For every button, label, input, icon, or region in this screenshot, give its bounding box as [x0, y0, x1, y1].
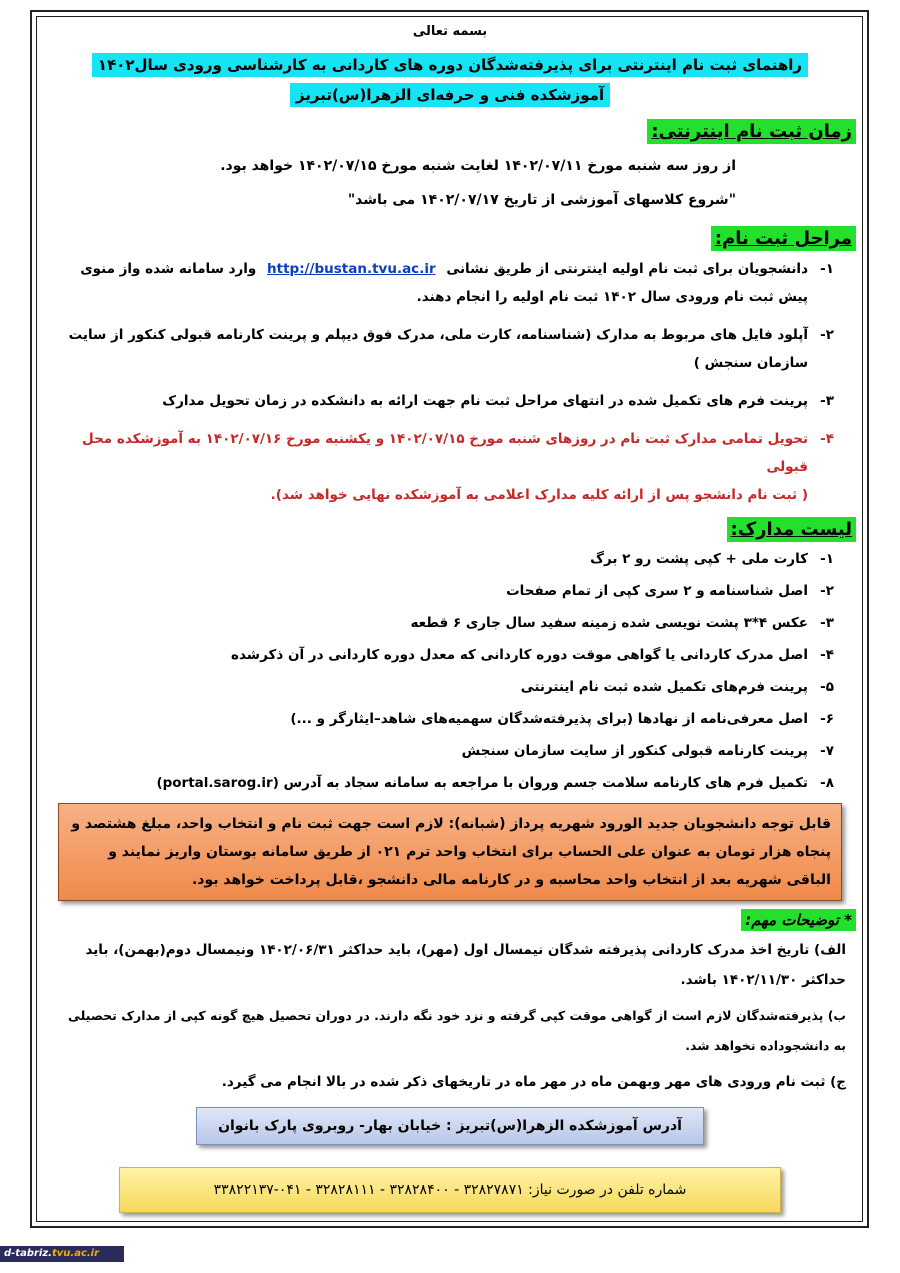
step-item — [54, 255, 834, 311]
document-text: پرینت فرم‌های تکمیل شده ثبت نام اینترنتی — [520, 679, 808, 695]
document-text: پرینت کارنامه قبولی کنکور از سایت سازمان سنجش — [461, 743, 808, 759]
note-a: الف) تاریخ اخذ مدرک کاردانی پذیرفته شدگان نیمسال اول (مهر)، باید حداکثر ۱۴۰۲/۰۶/۳۱ ونیمسال دوم(بهمن)، باید حداکثر ۱۴۰۲/۱۱/۳۰ باشد. — [85, 942, 846, 988]
document-number: ۵- — [820, 679, 834, 695]
document-page — [44, 16, 856, 1213]
step-number: ۳- — [820, 393, 834, 409]
registration-time-heading — [44, 121, 856, 142]
step-subtext: ( ثبت نام دانشجو پس از ارائه کلیه مدارک اعلامی به آموزشکده نهایی خواهد شد). — [270, 487, 808, 503]
document-number: ۲- — [820, 583, 834, 599]
step-text: دانشجویان برای ثبت نام اولیه اینترنتی از طریق نشانی — [446, 261, 808, 277]
footer-prefix: d-tabriz. — [4, 1248, 52, 1259]
document-text: تکمیل فرم های کارنامه سلامت جسم وروان با مراجعه به سامانه سجاد به آدرس (portal.sarog.ir) — [156, 775, 808, 791]
document-number: ۷- — [820, 743, 834, 759]
step-item — [54, 321, 834, 377]
document-number: ۳- — [820, 615, 834, 631]
document-text: اصل شناسنامه و ۲ سری کپی از تمام صفحات — [506, 583, 808, 599]
important-notes-heading — [44, 911, 856, 929]
document-number: ۴- — [820, 647, 834, 663]
registration-time-text: از روز سه شنبه مورخ ۱۴۰۲/۰۷/۱۱ لغایت شنبه مورخ ۱۴۰۲/۰۷/۱۵ خواهد بود. — [220, 158, 736, 174]
document-text: اصل معرفی‌نامه از نهادها (برای پذیرفته‌شدگان سهمیه‌های شاهد–ایثارگر و ...) — [290, 711, 808, 727]
document-item — [54, 770, 834, 797]
document-item — [54, 674, 834, 701]
steps-list — [44, 255, 856, 509]
step-number: ۲- — [820, 327, 834, 343]
step-number: ۱- — [820, 261, 834, 277]
document-number: ۶- — [820, 711, 834, 727]
tuition-notice-box: قابل توجه دانشجویان جدید الورود شهریه پرداز (شبانه): لازم است جهت ثبت نام و انتخاب واحد، مبلغ هشتصد و پنجاه هزار تومان به عنوان علی الحساب برای انتخاب واحد ترم ۰۲۱ از طریق سامانه بوستان واریز نمایند و الباقی شهریه بعد از انتخاب واحد محاسبه و در کارنامه مالی دانشجو ،قابل پرداخت خواهد بود. — [58, 803, 842, 901]
document-text: عکس ۴*۳ پشت نویسی شده زمینه سفید سال جاری ۶ قطعه — [410, 615, 808, 631]
steps-heading-text: مراحل ثبت نام: — [711, 226, 856, 251]
steps-heading — [44, 228, 856, 249]
registration-time-section — [44, 152, 856, 214]
documents-heading — [44, 519, 856, 540]
bustan-link[interactable]: http://bustan.tvu.ac.ir — [267, 261, 436, 277]
document-item — [54, 706, 834, 733]
document-item — [54, 578, 834, 605]
step-item — [54, 387, 834, 415]
document-number: ۸- — [820, 775, 834, 791]
documents-list — [44, 546, 856, 797]
document-title: راهنمای ثبت نام اینترنتی برای پذیرفته‌شدگان دوره های کاردانی به کارشناسی ورودی سال۱۴۰۲ — [92, 53, 808, 77]
document-number: ۱- — [820, 551, 834, 567]
classes-start-text: "شروع کلاسهای آموزشی از تاریخ ۱۴۰۲/۰۷/۱۷ می باشد" — [347, 192, 736, 208]
title-line-1-wrap — [44, 53, 856, 77]
important-notes-heading-text: * توضیحات مهم: — [741, 909, 856, 931]
document-item — [54, 546, 834, 573]
registration-time-heading-text: زمان ثبت نام اینترنتی: — [647, 119, 856, 144]
document-text: کارت ملی + کپی پشت رو ۲ برگ — [590, 551, 808, 567]
address-box: آدرس آموزشکده الزهرا(س)تبریز : خیابان بهار- روبروی پارک بانوان — [196, 1107, 704, 1145]
institute-name: آموزشکده فنی و حرفه‌ای الزهرا(س)تبریز — [290, 83, 610, 107]
document-text: اصل مدرک کاردانی یا گواهی موقت دوره کاردانی که معدل دوره کاردانی در آن ذکرشده — [231, 647, 808, 663]
step-item — [54, 425, 834, 509]
note-b: ب) پذیرفته‌شدگان لازم است از گواهی موقت کپی گرفته و نزد خود نگه دارند. در دوران تحصیل هیچ گونه کپی از مدارک تحصیلی به دانشجوداده نخواهد شد. — [67, 1008, 846, 1053]
footer-site-badge[interactable] — [0, 1246, 124, 1262]
title-line-2-wrap — [44, 83, 856, 107]
document-item — [54, 610, 834, 637]
step-text: پرینت فرم های تکمیل شده در انتهای مراحل ثبت نام جهت ارائه به دانشکده در زمان تحویل مدارک — [162, 393, 808, 409]
footer-domain: tvu.ac.ir — [51, 1248, 100, 1259]
step-text-continued: وارد سامانه شده واز منوی پیش ثبت نام ورودی سال ۱۴۰۲ ثبت نام اولیه را انجام دهند. — [80, 261, 808, 305]
documents-heading-text: لیست مدارک: — [727, 517, 856, 542]
step-text: آپلود فایل های مربوط به مدارک (شناسنامه، کارت ملی، مدرک فوق دیپلم و پرینت کارنامه قبولی کنکور از سایت سازمان سنجش ) — [68, 327, 808, 371]
note-c: ج) ثبت نام ورودی های مهر وبهمن ماه در مهر ماه در تاریخهای ذکر شده در بالا انجام می گیرد. — [221, 1074, 846, 1090]
step-number: ۴- — [820, 431, 834, 447]
document-item — [54, 738, 834, 765]
phone-box: شماره تلفن در صورت نیاز: ۳۲۸۲۷۸۷۱ - ۳۲۸۲۸۴۰۰ - ۳۲۸۲۸۱۱۱ - ۰۴۱-۳۳۸۲۲۱۳۷ — [119, 1167, 781, 1213]
step-text: تحویل تمامی مدارک ثبت نام در روزهای شنبه مورخ ۱۴۰۲/۰۷/۱۵ و یکشنبه مورخ ۱۴۰۲/۰۷/۱۶ به آموزشکده محل قبولی — [82, 431, 808, 475]
bismillah: بسمه تعالی — [412, 24, 488, 39]
document-item — [54, 642, 834, 669]
